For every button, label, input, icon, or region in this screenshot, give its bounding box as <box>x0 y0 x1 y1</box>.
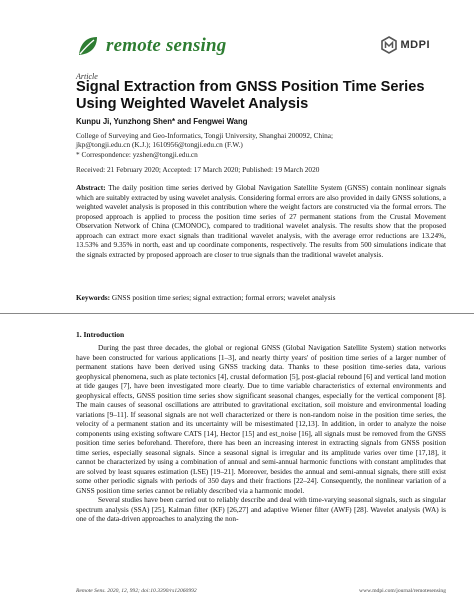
publisher-name: MDPI <box>400 39 430 51</box>
page-footer <box>76 588 446 594</box>
journal-name: remote sensing <box>106 35 227 56</box>
divider <box>0 313 474 314</box>
paragraph: Several studies have been carried out to reliably describe and deal with time-varying seasonal signals, such as singular spectrum analysis (SSA) [25], Kalman filter (KF) [26,27] and adaptive Wiener filter (AWF) [28]. Wavelet analysis (WA) is one of the data-driven approaches to analyzing the non- <box>76 495 446 523</box>
publication-dates: Received: 21 February 2020; Accepted: 17 March 2020; Published: 19 March 2020 <box>76 165 320 174</box>
journal-url[interactable]: www.mdpi.com/journal/remotesensing <box>359 588 446 594</box>
author-list: Kunpu Ji, Yunzhong Shen* and Fengwei Wang <box>76 117 248 126</box>
publisher-logo <box>380 36 431 54</box>
author-emails: jkp@tongji.edu.cn (K.J.); 1610956@tongji.edu.cn (F.W.) <box>76 140 243 150</box>
keywords <box>76 293 446 303</box>
keywords-text: GNSS position time series; signal extraction; formal errors; wavelet analysis <box>111 293 336 302</box>
mdpi-logo-icon <box>380 36 398 54</box>
citation: Remote Sens. 2020, 12, 992; doi:10.3390/rs12060992 <box>76 588 197 594</box>
abstract-label: Abstract: <box>76 183 106 192</box>
article-title: Signal Extraction from GNSS Position Time Series Using Weighted Wavelet Analysis <box>76 79 425 112</box>
abstract-text: The daily position time series derived by Global Navigation Satellite System (GNSS) contain nonlinear signals which are suitably extracted by using wavelet analysis. Considering formal errors are also provided in daily GNSS solutions, a weighted wavelet analysis is proposed in this contribution where the weight factors are constructed via the formal errors. The proposed approach is applied to process the position time series of 27 permanent stations from the Crustal Movement Observation Network of China (CMONOC), compared to traditional wavelet analysis. The results show that the proposed approach can extract more exact signals than traditional wavelet analysis, with the average error reductions are 13.24%, 13.53% and 9.35% in north, east and up coordinate components, respectively. The results from 500 simulations indicate that the signals extracted by proposed approach are closer to true signals than the traditional wavelet analysis. <box>76 183 446 259</box>
body-text <box>76 343 446 524</box>
affiliation-block <box>76 131 446 159</box>
section-heading: 1. Introduction <box>76 330 125 339</box>
abstract <box>76 183 446 259</box>
leaf-logo-icon <box>76 34 100 58</box>
paragraph: During the past three decades, the global or regional GNSS (Global Navigation Satellite System) station networks have been constructed for various applications [1–3], and nearly thirty years' of position time series of a larger number of permanent stations have been derived using GNSS tracking data. Thanks to these position time-series data, various geophysical phenomena, such as plate tectonics [4], crustal deformation [5], post-glacial rebound [6] and vertical land motion at tide gauges [7], have been investigated more clearly. Due to time variable characteristics of external environments and geophysical effects, GNSS position time series show significant seasonal changes, especially for the vertical component [8]. The main causes of seasonal oscillations are attributed to gravitational excitation, soil moisture and environmental loading variations [9–11]. If seasonal signals are not well characterized or there is non-random noise in the position time series, the velocity of a permanent station and its uncertainty will be misestimated [12,13]. In addition, in order to analyze the noise components using existing software CATS [14], Hector [15] and est_noise [16], all signals must be removed from the GNSS position time series beforehand. Therefore, there has been an increasing interest in extracting signals from GNSS position time series, especially seasonal signals. Since a seasonal signal is irregular and its amplitude varies over time [17,18], it cannot be characterized by using a combination of annual and semi-annual harmonic functions with constant amplitudes that are solved by least squares estimation (LSE) [19–21]. Moreover, besides the annual and semi-annual signals, there still exist some other periodic signals with periods of 350 days and their fractions [22–24]. Consequently, the nonlinear variation of a GNSS position time series cannot be reliably described via a harmonic model. <box>76 343 446 495</box>
affiliation-line: College of Surveying and Geo-Informatics, Tongji University, Shanghai 200092, China; <box>76 131 334 140</box>
journal-logo <box>76 34 227 58</box>
article-type: Article <box>76 72 98 81</box>
keywords-label: Keywords: <box>76 293 111 302</box>
correspondence: * Correspondence: yzshen@tongji.edu.cn <box>76 149 198 159</box>
